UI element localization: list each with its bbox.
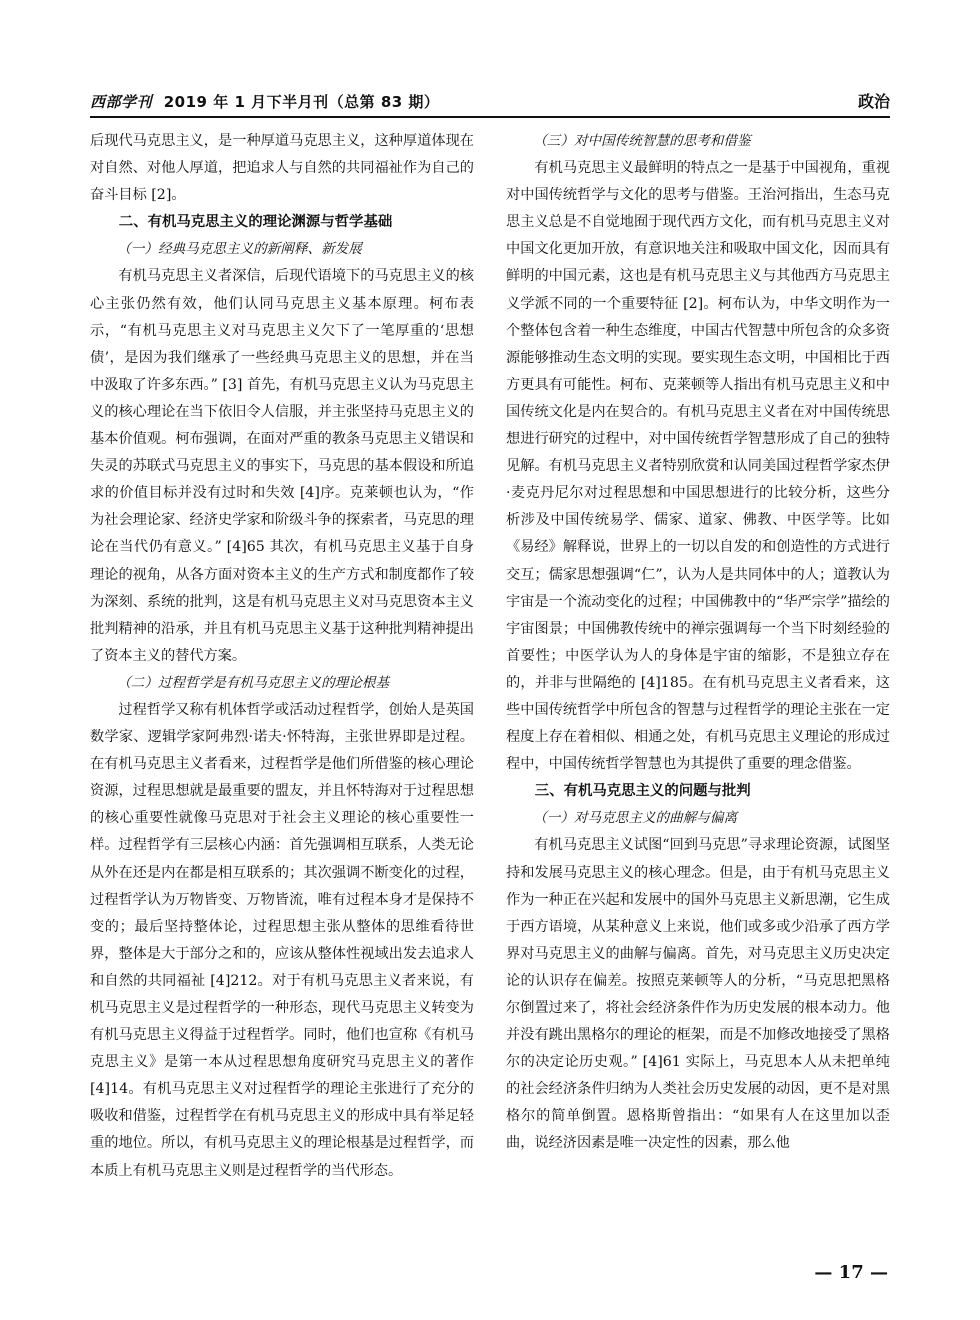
subsection-heading: （二）过程哲学是有机马克思主义的理论根基 bbox=[117, 674, 390, 691]
subsection-heading: （一）对马克思主义的曲解与偏离 bbox=[533, 810, 738, 827]
subsection-heading: （三）对中国传统智慧的思考和借鉴 bbox=[533, 133, 751, 149]
section-label: 政治 bbox=[857, 92, 890, 111]
section-heading: 三、有机马克思主义的问题与批判 bbox=[534, 783, 751, 800]
body-paragraph: 有机马克思主义最鲜明的特点之一是基于中国视角，重视对中国传统哲学与文化的思考与借鉴。王治河指出，生态马克思主义总是不自觉地囿于现代西方文化，而有机马克思主义对中国文化更加开放，有意识地关注和吸取中国文化，因而具有鲜明的中国元素，这也是有机马克思主义与其他西方马克思主义学派不同的一个重要特征 [2]。柯布认为，中华文明作为一个整体包含着一种生态维度，中国古代智慧中所包含的众多资源能够推动生态文明的实现。要实现生态文明，中国相比于西方更具有可能性。柯布、克莱顿等人指出有机马克思主义和中国传统文化是内在契合的。有机马克思主义者在对中国传统思想进行研究的过程中，对中国传统哲学智慧形成了自己的独特见解。有机马克思主义者特别欣赏和认同美国过程哲学家杰伊·麦克丹尼尔对过程思想和中国思想进行的比较分析，这些分析涉及中国传统易学、儒家、道家、佛教、中医学等。比如《易经》解释说，世界上的一切以自发的和创造性的方式进行交互；儒家思想强调“仁”，认为人是共同体中的人；道教认为宇宙是一个流动变化的过程；中国佛教中的“华严宗学”描绘的宇宙图景；中国佛教传统中的禅宗强调每一个当下时刻经验的首要性；中医学认为人的身体是宇宙的缩影，不是独立存在的，并非与世隔绝的 [4]185。在有机马克思主义者看来，这些中国传统哲学中所包含的智慧与过程哲学的理论主张在一定程度上存在着相似、相通之处，有机马克思主义理论的形成过程中，中国传统哲学智慧也为其提供了重要的理念借鉴。 bbox=[506, 160, 890, 773]
page-number: — 17 — bbox=[814, 1262, 888, 1283]
section-heading: 二、有机马克思主义的理论渊源与哲学基础 bbox=[118, 214, 393, 231]
body-paragraph: 有机马克思主义者深信，后现代语境下的马克思主义的核心主张仍然有效，他们认同马克思主义基本原理。柯布表示，“有机马克思主义对马克思主义欠下了一笔厚重的‘思想债’，是因为我们继承了一些经典马克思主义的思想，并在当中汲取了许多东西。” [3] 首先，有机马克思主义认为马克思主义的核心理论在当下依旧令人信服，并主张坚持马克思主义的基本价值观。柯布强调，在面对严重的教条马克思主义错误和失灵的苏联式马克思主义的事实下，马克思的基本假设和所追求的价值目标并没有过时和失效 [4]序。克莱顿也认为，“作为社会理论家、经济史学家和阶级斗争的探索者，马克思的理论在当代仍有意义。” [4]65 其次，有机马克思主义基于自身理论的视角，从各方面对资本主义的生产方式和制度都作了较为深刻、系统的批判，这是有机马克思主义对马克思资本主义批判精神的沿承，并且有机马克思主义基于这种批判精神提出了资本主义的替代方案。 bbox=[90, 268, 474, 664]
issue-info: 2019 年 1 月下半月刊（总第 83 期） bbox=[163, 93, 440, 111]
subsection-heading: （一）经典马克思主义的新阐释、新发展 bbox=[117, 241, 362, 258]
body-paragraph: 过程哲学又称有机体哲学或活动过程哲学，创始人是英国数学家、逻辑学家阿弗烈·诺夫·怀特海，主张世界即是过程。在有机马克思主义者看来，过程哲学是他们所借鉴的核心理论资源，过程思想就是最重要的盟友，并且怀特海对于过程思想的核心重要性就像马克思对于社会主义理论的核心重要性一样。过程哲学有三层核心内涵：首先强调相互联系，人类无论从外在还是内在都是相互联系的；其次强调不断变化的过程，过程哲学认为万物皆变、万物皆流，唯有过程本身才是保持不变的；最后坚持整体论，过程思想主张从整体的思维看待世界，整体是大于部分之和的，应该从整体性视域出发去追求人和自然的共同福祉 [4]212。对于有机马克思主义者来说，有机马克思主义是过程哲学的一种形态，现代马克思主义转变为有机马克思主义得益于过程哲学。同时，他们也宣称《有机马克思主义》是第一本从过程思想角度研究马克思主义的著作 [4]14。有机马克思主义对过程哲学的理论主张进行了充分的吸收和借鉴，过程哲学在有机马克思主义的形成中具有举足轻重的地位。所以，有机马克思主义的理论根基是过程哲学，而本质上有机马克思主义则是过程哲学的当代形态。 bbox=[90, 701, 474, 1179]
header-journal-info bbox=[90, 91, 439, 112]
left-column bbox=[90, 128, 474, 1185]
body-paragraph: 有机马克思主义试图“回到马克思”寻求理论资源，试图坚持和发展马克思主义的核心理念。但是，由于有机马克思主义作为一种正在兴起和发展中的国外马克思主义新思潮，它生成于西方语境，从某种意义上来说，他们或多或少沿承了西方学界对马克思主义的曲解与偏离。首先，对马克思主义历史决定论的认识存在偏差。按照克莱顿等人的分析，“马克思把黑格尔倒置过来了，将社会经济条件作为历史发展的根本动力。他并没有跳出黑格尔的理论的框架，而是不加修改地接受了黑格尔的决定论历史观。” [4]61 实际上，马克思本人从未把单纯的社会经济条件归纳为人类社会历史发展的动因，更不是对黑格尔的简单倒置。恩格斯曾指出：“如果有人在这里加以歪曲，说经济因素是唯一决定性的因素，那么他 bbox=[506, 837, 890, 1152]
right-column bbox=[506, 128, 890, 1158]
running-header bbox=[90, 84, 890, 118]
journal-name: 西部学刊 bbox=[90, 93, 153, 111]
body-paragraph: 后现代马克思主义，是一种厚道马克思主义，这种厚道体现在对自然、对他人厚道，把追求人与自然的共同福祉作为自己的奋斗目标 [2]。 bbox=[90, 133, 474, 204]
